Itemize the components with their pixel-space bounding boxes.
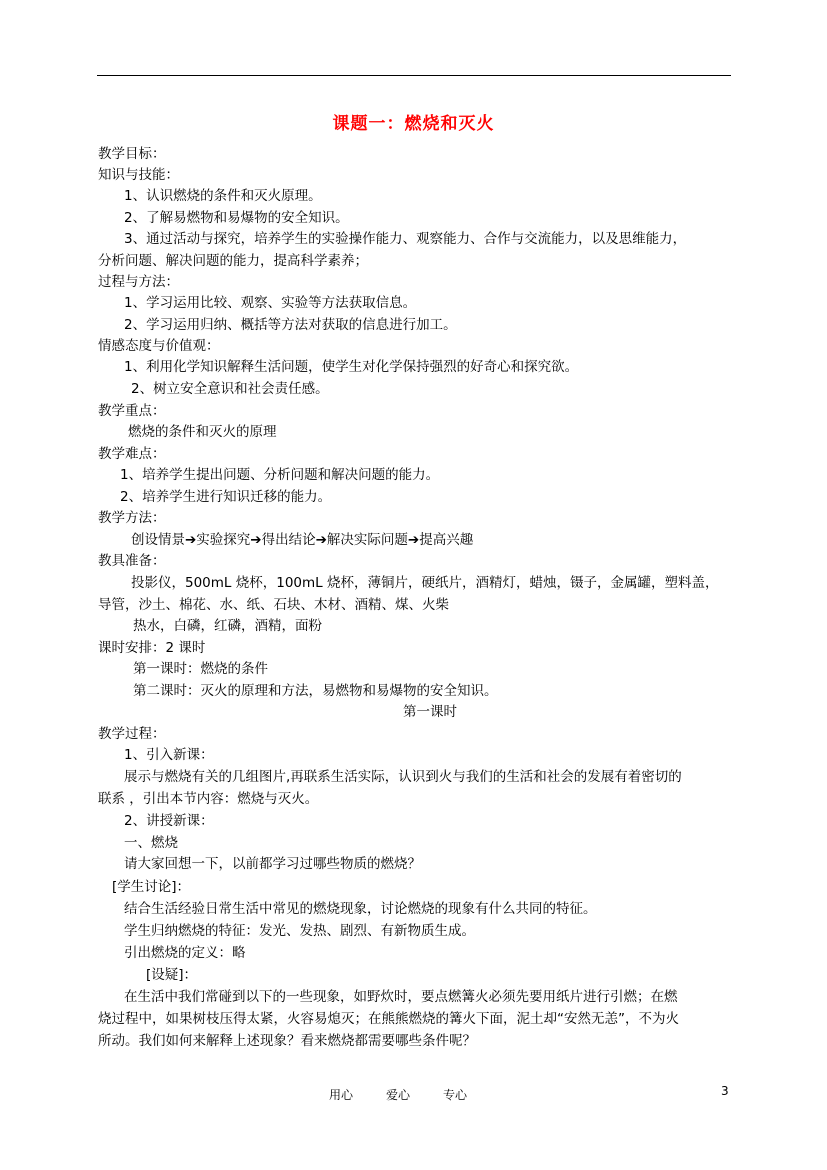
discussion-label: [学生讨论]： bbox=[112, 879, 191, 895]
list-item: 2、了解易燃物和易爆物的安全知识。 bbox=[124, 210, 349, 226]
header-rule bbox=[97, 75, 731, 76]
subsection-heading: 情感态度与价值观： bbox=[98, 338, 220, 354]
paragraph-line: 第二课时：灭火的原理和方法，易燃物和易爆物的安全知识。 bbox=[133, 683, 498, 699]
page-title: 课题一：燃烧和灭火 bbox=[332, 114, 495, 134]
paragraph-line: 导管，沙土、棉花、水、纸、石块、木材、酒精、煤、火柴 bbox=[98, 597, 449, 613]
section-heading: 教学难点： bbox=[98, 446, 166, 462]
subsection-heading: 知识与技能： bbox=[98, 167, 179, 183]
lesson-heading: 第一课时 bbox=[403, 704, 457, 720]
method-flow: 创设情景➔实验探究➔得出结论➔解决实际问题➔提高兴趣 bbox=[131, 532, 474, 548]
paragraph-line: 烧过程中，如果树枝压得太紧，火容易熄灭；在熊熊燃烧的篝火下面，泥土却“安然无恙”，不为火 bbox=[98, 1011, 679, 1027]
list-item: 1、引入新课： bbox=[124, 747, 214, 763]
list-item: 3、通过活动与探究，培养学生的实验操作能力、观察能力、合作与交流能力，以及思维能力， bbox=[124, 231, 687, 247]
paragraph-line: 联系 ，引出本节内容：燃烧与灭火。 bbox=[98, 791, 319, 807]
section-heading: 教学重点： bbox=[98, 403, 166, 419]
list-item: 2、讲授新课： bbox=[124, 813, 214, 829]
list-item: 1、认识燃烧的条件和灭火原理。 bbox=[124, 188, 322, 204]
section-heading: 教学方法： bbox=[98, 510, 166, 526]
paragraph-line: 展示与燃烧有关的几组图片,再联系生活实际，认识到火与我们的生活和社会的发展有着密切的 bbox=[124, 769, 682, 785]
paragraph-line: 投影仪，500mL 烧杯，100mL 烧杯，薄铜片，硬纸片，酒精灯，蜡烛，镊子，金属罐，塑料盖， bbox=[131, 575, 719, 591]
list-item: 1、学习运用比较、观察、实验等方法获取信息。 bbox=[124, 295, 417, 311]
list-item: 2、培养学生进行知识迁移的能力。 bbox=[120, 489, 332, 505]
paragraph-line: 在生活中我们常碰到以下的一些现象，如野炊时，要点燃篝火必须先要用纸片进行引燃；在燃 bbox=[124, 989, 678, 1005]
paragraph-line: 分析问题、解决问题的能力，提高科学素养； bbox=[98, 253, 368, 269]
paragraph-line: 引出燃烧的定义：略 bbox=[124, 945, 246, 961]
list-item: 2、学习运用归纳、概括等方法对获取的信息进行加工。 bbox=[124, 317, 457, 333]
paragraph-line: 结合生活经验日常生活中常见的燃烧现象，讨论燃烧的现象有什么共同的特征。 bbox=[124, 901, 597, 917]
paragraph-line: 第一课时：燃烧的条件 bbox=[133, 661, 268, 677]
paragraph-line: 所动。我们如何来解释上述现象？看来燃烧都需要哪些条件呢？ bbox=[98, 1033, 476, 1049]
subsection-heading: 一、燃烧 bbox=[124, 835, 178, 851]
paragraph-line: 热水，白磷，红磷，酒精，面粉 bbox=[133, 618, 322, 634]
list-item: 1、培养学生提出问题、分析问题和解决问题的能力。 bbox=[120, 467, 440, 483]
paragraph-line: 请大家回想一下，以前都学习过哪些物质的燃烧？ bbox=[124, 856, 421, 872]
section-heading: 教学目标： bbox=[98, 146, 166, 162]
question-label: [设疑]： bbox=[146, 967, 198, 983]
page-number: 3 bbox=[721, 1084, 729, 1098]
list-item: 2、树立安全意识和社会责任感。 bbox=[131, 381, 329, 397]
footer-item: 爱心 bbox=[386, 1088, 411, 1102]
section-heading: 教具准备： bbox=[98, 553, 166, 569]
list-item: 1、利用化学知识解释生活问题，使学生对化学保持强烈的好奇心和探究欲。 bbox=[124, 359, 579, 375]
section-heading: 课时安排：2 课时 bbox=[98, 640, 206, 656]
footer-item: 用心 bbox=[329, 1088, 354, 1102]
paragraph-line: 燃烧的条件和灭火的原理 bbox=[128, 424, 277, 440]
paragraph-line: 学生归纳燃烧的特征：发光、发热、剧烈、有新物质生成。 bbox=[124, 923, 475, 939]
footer-item: 专心 bbox=[443, 1088, 468, 1102]
section-heading: 教学过程： bbox=[98, 726, 166, 742]
subsection-heading: 过程与方法： bbox=[98, 274, 179, 290]
